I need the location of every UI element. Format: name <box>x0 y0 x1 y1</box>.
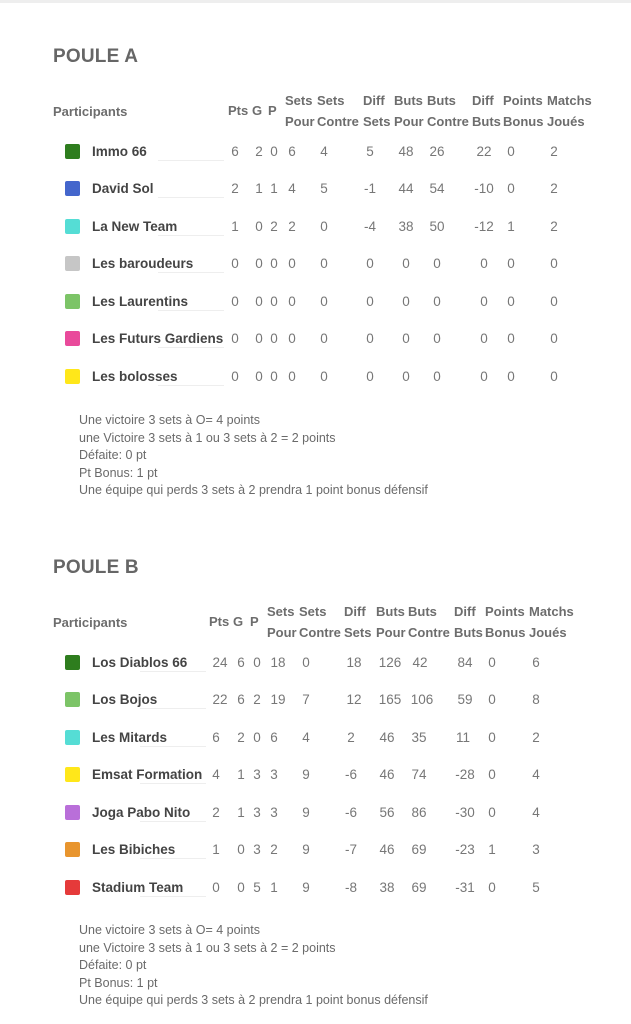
team-row[interactable] <box>0 869 631 906</box>
header-buts-pour <box>376 601 406 643</box>
cell-g: 0 <box>255 331 263 346</box>
team-color-swatch <box>65 805 80 820</box>
cell-sets-contre: 9 <box>302 842 310 857</box>
cell-matchs-joues: 2 <box>532 730 540 745</box>
poule-title: POULE B <box>53 557 139 578</box>
header-pts-label: Pts <box>228 103 249 118</box>
cell-matchs-joues: 6 <box>532 655 540 670</box>
cell-matchs-joues: 2 <box>550 219 558 234</box>
cell-pts: 4 <box>212 767 220 782</box>
header-sets-contre-line2: Contre <box>299 625 341 640</box>
team-color-swatch <box>65 331 80 346</box>
team-name[interactable]: David Sol <box>92 181 154 196</box>
team-row[interactable] <box>0 644 631 681</box>
header-p <box>250 611 259 632</box>
header-sets-pour-line2: Pour <box>267 625 297 640</box>
cell-points-bonus: 0 <box>488 730 496 745</box>
cell-diff-sets: -4 <box>363 219 377 234</box>
cell-buts-pour: 44 <box>398 181 414 196</box>
header-matchs-joues-line1: Matchs <box>547 93 592 108</box>
header-matchs-joues-line1: Matchs <box>529 604 574 619</box>
header-buts-pour-line2: Pour <box>394 114 424 129</box>
cell-p: 0 <box>270 294 278 309</box>
cell-p: 0 <box>270 256 278 271</box>
cell-g: 1 <box>237 767 245 782</box>
cell-buts-contre: 26 <box>429 144 445 159</box>
row-underline <box>140 783 206 784</box>
header-p <box>268 100 277 121</box>
cell-diff-sets: 0 <box>366 331 374 346</box>
cell-sets-pour: 2 <box>270 842 278 857</box>
cell-matchs-joues: 2 <box>550 181 558 196</box>
cell-sets-contre: 0 <box>320 369 328 384</box>
cell-sets-contre: 0 <box>320 219 328 234</box>
cell-g: 0 <box>255 294 263 309</box>
rule-line: Une équipe qui perds 3 sets à 2 prendra 1 point bonus défensif <box>79 483 428 497</box>
cell-points-bonus: 0 <box>507 369 515 384</box>
team-color-swatch <box>65 369 80 384</box>
cell-points-bonus: 0 <box>488 880 496 895</box>
header-sets-pour <box>267 601 297 643</box>
cell-buts-contre: 0 <box>433 294 441 309</box>
team-name[interactable]: Los Diablos 66 <box>92 655 188 670</box>
cell-diff-buts: 0 <box>480 256 488 271</box>
cell-sets-pour: 6 <box>288 144 296 159</box>
cell-matchs-joues: 0 <box>550 294 558 309</box>
cell-pts: 6 <box>231 144 239 159</box>
cell-buts-contre: 69 <box>411 880 427 895</box>
header-sets-contre-line1: Sets <box>317 93 345 108</box>
cell-points-bonus: 0 <box>488 655 496 670</box>
cell-diff-buts: -10 <box>474 181 494 196</box>
header-sets-pour-line1: Sets <box>285 93 313 108</box>
team-name[interactable]: Les Bibiches <box>92 842 176 857</box>
header-diff-sets <box>363 90 390 132</box>
row-underline <box>158 347 224 348</box>
cell-pts: 0 <box>231 331 239 346</box>
cell-sets-pour: 18 <box>270 655 286 670</box>
row-underline <box>158 197 224 198</box>
cell-points-bonus: 1 <box>507 219 515 234</box>
cell-buts-contre: 86 <box>411 805 427 820</box>
poule-title: POULE A <box>53 46 139 67</box>
cell-buts-contre: 50 <box>429 219 445 234</box>
header-sets-contre-line2: Contre <box>317 114 359 129</box>
team-name[interactable]: Les Futurs Gardiens <box>92 331 224 346</box>
team-row[interactable] <box>0 133 631 170</box>
rule-line: une Victoire 3 sets à 1 ou 3 sets à 2 = 2 points <box>79 940 336 955</box>
header-diff-buts <box>472 90 501 132</box>
header-buts-pour-line1: Buts <box>376 604 405 619</box>
cell-buts-pour: 126 <box>378 655 402 670</box>
header-diff-buts-line1: Diff <box>454 604 476 619</box>
cell-diff-buts: 11 <box>455 730 471 745</box>
cell-diff-buts: 84 <box>457 655 473 670</box>
cell-sets-pour: 4 <box>288 181 296 196</box>
team-row[interactable] <box>0 320 631 357</box>
team-row[interactable] <box>0 208 631 245</box>
header-matchs-joues-line2: Joués <box>529 625 567 640</box>
header-diff-sets <box>344 601 371 643</box>
cell-buts-contre: 0 <box>433 369 441 384</box>
cell-matchs-joues: 4 <box>532 805 540 820</box>
cell-g: 0 <box>255 369 263 384</box>
cell-sets-contre: 4 <box>320 144 328 159</box>
cell-pts: 2 <box>231 181 239 196</box>
team-name[interactable]: La New Team <box>92 219 178 234</box>
header-g <box>252 100 262 121</box>
cell-p: 0 <box>253 655 261 670</box>
team-row[interactable] <box>0 283 631 320</box>
cell-diff-buts: 0 <box>480 331 488 346</box>
cell-sets-contre: 9 <box>302 767 310 782</box>
team-color-swatch <box>65 256 80 271</box>
team-color-swatch <box>65 144 80 159</box>
cell-p: 0 <box>270 331 278 346</box>
rule-line: Pt Bonus: 1 pt <box>79 975 158 990</box>
team-name[interactable]: Immo 66 <box>92 144 147 159</box>
cell-pts: 22 <box>212 692 228 707</box>
header-diff-sets-line1: Diff <box>344 604 366 619</box>
cell-pts: 0 <box>212 880 220 895</box>
header-buts-pour-line2: Pour <box>376 625 406 640</box>
cell-buts-contre: 74 <box>411 767 427 782</box>
header-buts-contre <box>408 601 450 643</box>
cell-matchs-joues: 0 <box>550 369 558 384</box>
cell-p: 5 <box>253 880 261 895</box>
header-diff-sets-line2: Sets <box>363 114 391 129</box>
cell-diff-buts: 59 <box>457 692 473 707</box>
header-pts <box>228 100 248 121</box>
header-matchs-joues <box>529 601 574 643</box>
cell-g: 2 <box>237 730 245 745</box>
cell-sets-contre: 0 <box>320 256 328 271</box>
header-sets-pour <box>285 90 315 132</box>
cell-sets-contre: 0 <box>320 331 328 346</box>
cell-diff-sets: 0 <box>366 294 374 309</box>
team-row[interactable] <box>0 831 631 868</box>
cell-diff-sets: -8 <box>344 880 358 895</box>
team-name[interactable]: Stadium Team <box>92 880 184 895</box>
cell-buts-pour: 38 <box>398 219 414 234</box>
header-participants: Participants <box>53 615 128 630</box>
cell-g: 0 <box>237 842 245 857</box>
cell-sets-pour: 3 <box>270 767 278 782</box>
cell-p: 0 <box>253 730 261 745</box>
team-color-swatch <box>65 692 80 707</box>
header-buts-contre <box>427 90 469 132</box>
cell-p: 2 <box>270 219 278 234</box>
cell-buts-pour: 48 <box>398 144 414 159</box>
cell-buts-contre: 0 <box>433 256 441 271</box>
cell-pts: 0 <box>231 294 239 309</box>
header-pts <box>209 611 229 632</box>
team-row[interactable] <box>0 245 631 282</box>
header-sets-contre <box>299 601 341 643</box>
cell-g: 0 <box>255 219 263 234</box>
header-diff-sets-line2: Sets <box>344 625 372 640</box>
team-row[interactable] <box>0 170 631 207</box>
rule-line: Une équipe qui perds 3 sets à 2 prendra 1 point bonus défensif <box>79 993 428 1007</box>
cell-points-bonus: 0 <box>488 805 496 820</box>
header-p-label: P <box>268 103 277 118</box>
cell-diff-sets: -7 <box>344 842 358 857</box>
row-underline <box>158 160 224 161</box>
cell-buts-pour: 38 <box>379 880 395 895</box>
cell-g: 0 <box>255 256 263 271</box>
top-divider <box>0 0 631 3</box>
header-g <box>233 611 243 632</box>
row-underline <box>140 858 206 859</box>
cell-diff-buts: -28 <box>455 767 475 782</box>
header-g-label: G <box>233 614 244 629</box>
team-name[interactable]: Les Laurentins <box>92 294 189 309</box>
rule-line: Défaite: 0 pt <box>79 448 147 462</box>
rule-line: Pt Bonus: 1 pt <box>79 465 158 480</box>
team-color-swatch <box>65 181 80 196</box>
team-color-swatch <box>65 730 80 745</box>
header-points-bonus <box>503 90 543 132</box>
cell-buts-pour: 0 <box>402 256 410 271</box>
header-buts-contre-line1: Buts <box>427 93 456 108</box>
rules-notes <box>79 412 428 500</box>
team-name[interactable]: Emsat Formation <box>92 767 203 782</box>
cell-p: 3 <box>253 767 261 782</box>
cell-sets-contre: 5 <box>320 181 328 196</box>
cell-buts-contre: 42 <box>412 655 428 670</box>
cell-diff-buts: -23 <box>455 842 475 857</box>
header-matchs-joues <box>547 90 592 132</box>
cell-pts: 24 <box>212 655 228 670</box>
cell-buts-contre: 0 <box>433 331 441 346</box>
cell-buts-pour: 46 <box>379 730 395 745</box>
cell-buts-pour: 46 <box>379 842 395 857</box>
cell-points-bonus: 0 <box>507 294 515 309</box>
cell-sets-contre: 9 <box>302 805 310 820</box>
cell-points-bonus: 1 <box>488 842 496 857</box>
cell-points-bonus: 0 <box>507 144 515 159</box>
row-underline <box>158 235 224 236</box>
header-matchs-joues-line2: Joués <box>547 114 585 129</box>
row-underline <box>158 272 224 273</box>
row-underline <box>140 821 206 822</box>
cell-buts-contre: 54 <box>429 181 445 196</box>
cell-diff-sets: 0 <box>366 256 374 271</box>
header-buts-pour <box>394 90 424 132</box>
header-diff-sets-line1: Diff <box>363 93 385 108</box>
cell-g: 1 <box>237 805 245 820</box>
rule-line: Une victoire 3 sets à O= 4 points <box>79 923 260 937</box>
cell-diff-buts: 22 <box>476 144 492 159</box>
cell-p: 0 <box>270 144 278 159</box>
cell-diff-buts: 0 <box>480 294 488 309</box>
cell-g: 0 <box>237 880 245 895</box>
cell-diff-sets: 2 <box>347 730 355 745</box>
cell-matchs-joues: 8 <box>532 692 540 707</box>
cell-points-bonus: 0 <box>507 181 515 196</box>
header-buts-contre-line1: Buts <box>408 604 437 619</box>
rules-notes <box>79 922 428 1010</box>
cell-pts: 0 <box>231 369 239 384</box>
cell-sets-pour: 1 <box>270 880 278 895</box>
cell-p: 1 <box>270 181 278 196</box>
header-sets-pour-line2: Pour <box>285 114 315 129</box>
cell-p: 2 <box>253 692 261 707</box>
cell-diff-sets: 5 <box>366 144 374 159</box>
header-points-bonus-line2: Bonus <box>485 625 526 640</box>
cell-g: 1 <box>255 181 263 196</box>
header-pts-label: Pts <box>209 614 230 629</box>
cell-buts-pour: 0 <box>402 331 410 346</box>
rule-line: une Victoire 3 sets à 1 ou 3 sets à 2 = 2 points <box>79 430 336 445</box>
cell-sets-pour: 2 <box>288 219 296 234</box>
cell-diff-sets: -1 <box>363 181 377 196</box>
row-underline <box>140 671 206 672</box>
cell-sets-pour: 0 <box>288 331 296 346</box>
cell-p: 3 <box>253 842 261 857</box>
cell-diff-sets: -6 <box>344 805 358 820</box>
team-name[interactable]: Les bolosses <box>92 369 178 384</box>
cell-points-bonus: 0 <box>507 331 515 346</box>
header-g-label: G <box>252 103 263 118</box>
cell-buts-pour: 46 <box>379 767 395 782</box>
cell-buts-contre: 35 <box>411 730 427 745</box>
team-color-swatch <box>65 655 80 670</box>
header-diff-buts <box>454 601 483 643</box>
cell-matchs-joues: 3 <box>532 842 540 857</box>
header-buts-pour-line1: Buts <box>394 93 423 108</box>
team-name[interactable]: Joga Pabo Nito <box>92 805 191 820</box>
team-name[interactable]: Los Bojos <box>92 692 158 707</box>
cell-sets-pour: 19 <box>270 692 286 707</box>
cell-matchs-joues: 2 <box>550 144 558 159</box>
cell-buts-pour: 0 <box>402 369 410 384</box>
cell-matchs-joues: 0 <box>550 331 558 346</box>
team-color-swatch <box>65 880 80 895</box>
cell-sets-pour: 0 <box>288 294 296 309</box>
cell-buts-pour: 165 <box>378 692 402 707</box>
header-points-bonus <box>485 601 525 643</box>
cell-diff-buts: -12 <box>474 219 494 234</box>
header-p-label: P <box>250 614 259 629</box>
header-sets-contre-line1: Sets <box>299 604 327 619</box>
header-diff-buts-line2: Buts <box>454 625 483 640</box>
cell-buts-contre: 106 <box>410 692 434 707</box>
header-points-bonus-line1: Points <box>503 93 543 108</box>
header-participants: Participants <box>53 104 128 119</box>
cell-matchs-joues: 5 <box>532 880 540 895</box>
row-underline <box>158 385 224 386</box>
cell-matchs-joues: 0 <box>550 256 558 271</box>
cell-buts-pour: 0 <box>402 294 410 309</box>
team-row[interactable] <box>0 794 631 831</box>
row-underline <box>158 310 224 311</box>
header-diff-buts-line2: Buts <box>472 114 501 129</box>
cell-sets-contre: 0 <box>302 655 310 670</box>
team-row[interactable] <box>0 358 631 395</box>
header-buts-contre-line2: Contre <box>427 114 469 129</box>
team-row[interactable] <box>0 681 631 718</box>
team-color-swatch <box>65 842 80 857</box>
header-points-bonus-line1: Points <box>485 604 525 619</box>
cell-points-bonus: 0 <box>507 256 515 271</box>
cell-g: 6 <box>237 655 245 670</box>
cell-buts-contre: 69 <box>411 842 427 857</box>
header-diff-buts-line1: Diff <box>472 93 494 108</box>
team-name[interactable]: Les Mitards <box>92 730 168 745</box>
cell-diff-sets: 0 <box>366 369 374 384</box>
rule-line: Une victoire 3 sets à O= 4 points <box>79 413 260 427</box>
team-row[interactable] <box>0 719 631 756</box>
team-color-swatch <box>65 219 80 234</box>
cell-sets-contre: 0 <box>320 294 328 309</box>
cell-sets-contre: 9 <box>302 880 310 895</box>
cell-diff-buts: -31 <box>455 880 475 895</box>
cell-p: 0 <box>270 369 278 384</box>
cell-sets-contre: 4 <box>302 730 310 745</box>
cell-pts: 1 <box>212 842 220 857</box>
header-sets-contre <box>317 90 359 132</box>
team-color-swatch <box>65 767 80 782</box>
row-underline <box>140 896 206 897</box>
cell-diff-sets: 12 <box>346 692 362 707</box>
cell-sets-pour: 3 <box>270 805 278 820</box>
cell-diff-buts: 0 <box>480 369 488 384</box>
row-underline <box>140 708 206 709</box>
cell-matchs-joues: 4 <box>532 767 540 782</box>
team-name[interactable]: Les baroudeurs <box>92 256 194 271</box>
cell-diff-sets: -6 <box>344 767 358 782</box>
cell-points-bonus: 0 <box>488 767 496 782</box>
rule-line: Défaite: 0 pt <box>79 958 147 972</box>
cell-p: 3 <box>253 805 261 820</box>
team-color-swatch <box>65 294 80 309</box>
header-sets-pour-line1: Sets <box>267 604 295 619</box>
cell-diff-sets: 18 <box>346 655 362 670</box>
cell-pts: 2 <box>212 805 220 820</box>
cell-g: 6 <box>237 692 245 707</box>
cell-sets-pour: 0 <box>288 369 296 384</box>
cell-diff-buts: -30 <box>455 805 475 820</box>
header-points-bonus-line2: Bonus <box>503 114 544 129</box>
cell-sets-contre: 7 <box>302 692 310 707</box>
cell-g: 2 <box>255 144 263 159</box>
cell-buts-pour: 56 <box>379 805 395 820</box>
header-buts-contre-line2: Contre <box>408 625 450 640</box>
row-underline <box>140 746 206 747</box>
cell-points-bonus: 0 <box>488 692 496 707</box>
cell-pts: 6 <box>212 730 220 745</box>
cell-pts: 0 <box>231 256 239 271</box>
cell-pts: 1 <box>231 219 239 234</box>
team-row[interactable] <box>0 756 631 793</box>
cell-sets-pour: 0 <box>288 256 296 271</box>
cell-sets-pour: 6 <box>270 730 278 745</box>
